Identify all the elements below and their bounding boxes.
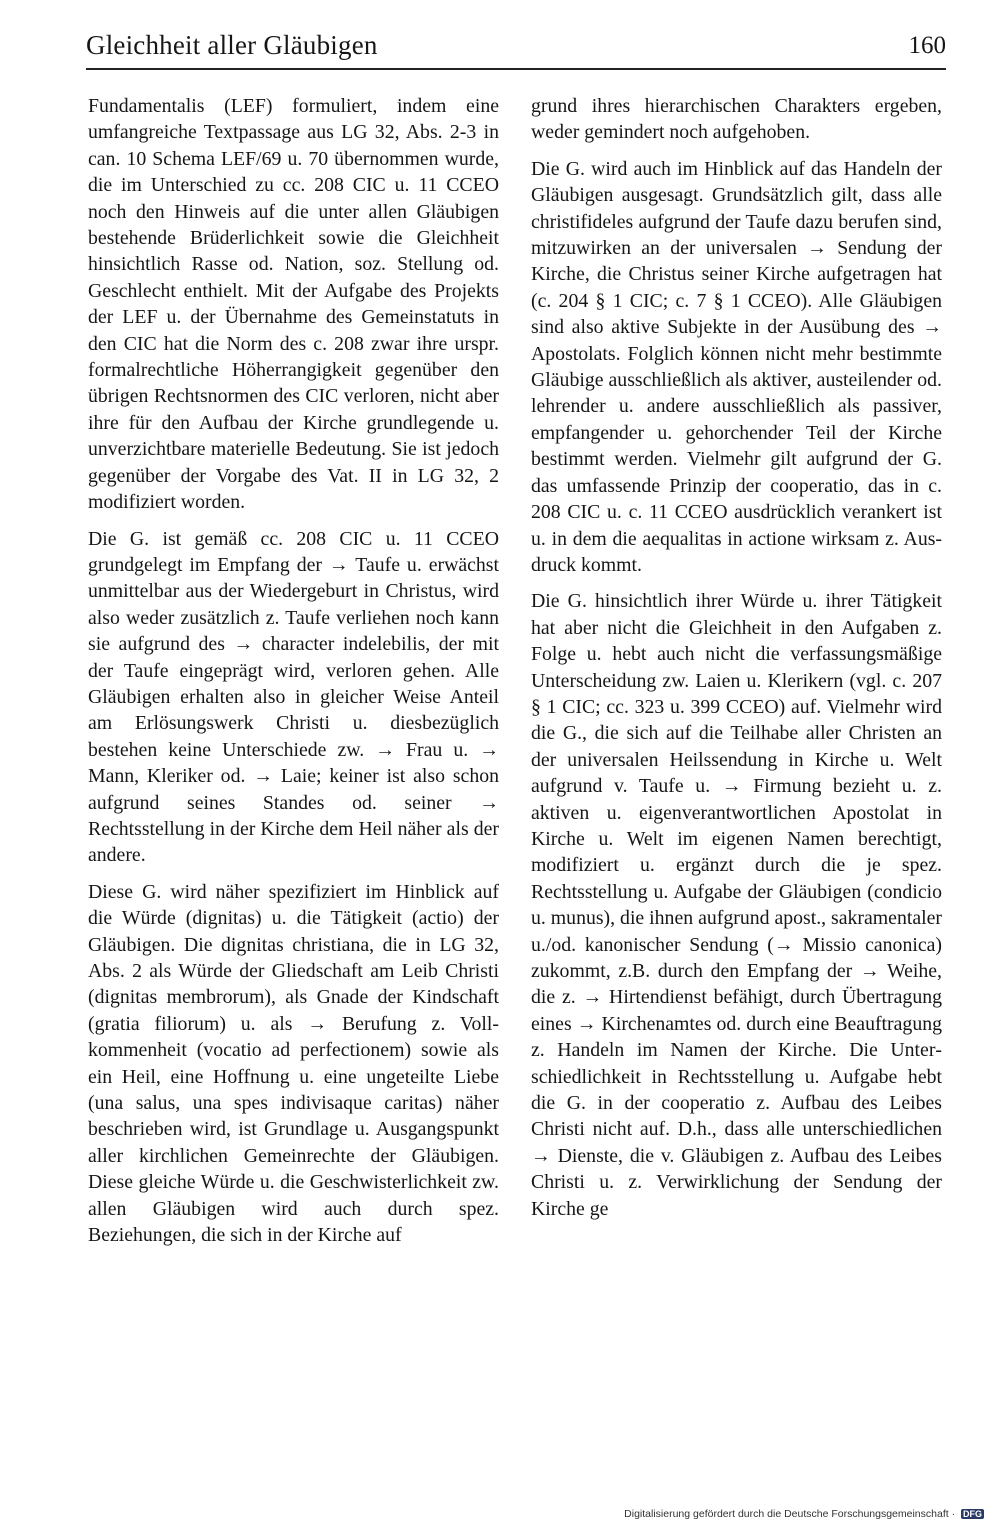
paragraph: Die G. hinsichtlich ihrer Würde u. ihrer Tätigkeit hat aber nicht die Gleichheit in den Aufgaben z. Folge u. hebt auch nicht die verfassungsmäßige Unterscheidung zw. Laien u. Klerikern (vgl. c. 207 § 1 CIC; cc. 323 u. 399 CCEO) auf. Vielmehr wird die G., die sich auf die Teilhabe aller Christen an der universalen Heilssendung in Kirche u. Welt aufgrund v. Taufe u. → Firmung bezieht u. z. aktiven u. eigenverantwortlichen Apostolat in Kirche u. Welt im eigenen Namen berechtigt, modifiziert u. ergänzt durch die je spez. Rechtsstellung u. Aufgabe der Gläubigen (condicio u. munus), die ihnen aufgrund apost., sakramentaler u./od. kanonischer Sendung (→ Missio canonica) zukommt, z.B. durch den Empfang der → Weihe, die z. → Hirtendienst befähigt, durch Übertragung eines → Kirchenamtes od. durch eine Beauftragung z. Handeln im Namen der Kirche. Die Unterschiedlichkeit in Rechtsstellung u. Aufgabe hebt die G. in der cooperatio z. Aufbau des Leibes Christi nicht auf. D.h., dass alle unterschiedlichen → Dienste, die v. Gläubigen z. Aufbau des Leibes Christi u. z. Verwirklichung der Sendung der Kirche ge	[531, 590, 942, 1220]
running-head-title: Gleichheit aller Gläubigen	[86, 30, 378, 60]
header-rule	[86, 68, 946, 70]
paragraph: Die G. wird auch im Hinblick auf das Handeln der Gläubigen ausgesagt. Grundsätzlich gilt, dass alle christifideles aufgrund der Taufe dazu berufen sind, mitzuwirken an der universalen → Sendung der Kirche, die Christus seiner Kirche aufgetragen hat (c. 204 § 1 CIC; c. 7 § 1 CCEO). Alle Gläubigen sind also aktive Subjekte in der Ausübung des → Apostolats. Folglich können nicht mehr bestimmte Gläubige ausschließlich als aktiver, austeilender od. lehrender u. andere ausschließlich als passiver, empfangender u. gehorchender Teil der Kirche bestimmt werden. Vielmehr gilt aufgrund der G. das umfassende Prinzip der cooperatio, das in c. 208 CIC u. c. 11 CCEO ausdrücklich verankert ist u. in dem die aequalitas in actione wirksam z. Ausdruck kommt.	[531, 157, 942, 576]
page-number: 160	[908, 32, 946, 59]
footer-text: Digitalisierung gefördert durch die Deutsche Forschungsgemeinschaft ·	[624, 1508, 956, 1520]
paragraph: Fundamentalis (LEF) formuliert, indem eine umfangreiche Textpassage aus LG 32, Abs. 2-3 in can. 10 Schema LEF/69 u. 70 übernommen wurde, die im Unterschied zu cc. 208 CIC u. 11 CCEO noch den Hinweis auf die unter allen Gläubigen bestehende Brüderlichkeit sowie die Gleichheit hinsichtlich Rasse od. Nation, soz. Stellung od. Geschlecht enthielt. Mit der Aufgabe des Projekts der LEF u. der Übernahme des Gemeinstatuts in den CIC hat die Norm des c. 208 zwar ihre urspr. formalrechtliche Höherrangigkeit gegenüber den übrigen Rechtsnormen des CIC verloren, nicht aber ihre für den Aufbau der Kirche grundlegende u. unverzichtbare materielle Bedeutung. Sie ist jedoch gegenüber der Vorgabe des Vat. II in LG 32, 2 modifiziert worden.	[88, 95, 499, 514]
dfg-logo-icon: DFG	[963, 1509, 982, 1520]
left-column	[88, 93, 499, 1248]
paragraph: Die G. ist gemäß cc. 208 CIC u. 11 CCEO grundgelegt im Empfang der → Taufe u. erwächst unmittelbar aus der Wiedergeburt in Christus, wird also weder zusätzlich z. Taufe verliehen noch kann sie aufgrund des → character indelebilis, der mit der Taufe eingeprägt wird, verloren gehen. Alle Gläubigen erhalten also in gleicher Weise Anteil am Erlösungswerk Christi u. diesbezüglich bestehen keine Unterschiede zw. → Frau u. → Mann, Kleriker od. → Laie; keiner ist also schon aufgrund seines Standes od. seiner → Rechtsstellung in der Kirche dem Heil näher als der andere.	[88, 527, 499, 867]
running-head	[86, 26, 946, 66]
paragraph: Diese G. wird näher spezifiziert im Hinblick auf die Würde (dignitas) u. die Tätigkeit (actio) der Gläubigen. Die dignitas christiana, die in LG 32, Abs. 2 als Würde der Gliedschaft am Leib Christi (dignitas membrorum), als Gnade der Kindschaft (gratia filiorum) u. als → Berufung z. Vollkommenheit (vocatio ad perfectionem) sowie als ein Heil, eine Hoffnung u. eine ungeteilte Liebe (una salus, una spes indivisaque caritas) näher beschrieben wird, ist Grundlage u. Ausgangspunkt aller kirchlichen Gemeinrechte der Gläubigen. Diese gleiche Würde u. die Geschwisterlichkeit zw. allen Gläubigen wird auch durch spez. Beziehungen, die sich in der Kirche auf	[88, 880, 499, 1247]
paragraph: grund ihres hierarchischen Charakters ergeben, weder gemindert noch aufgehoben.	[531, 95, 942, 144]
right-column	[531, 93, 942, 1222]
digitization-footer	[624, 1508, 984, 1520]
